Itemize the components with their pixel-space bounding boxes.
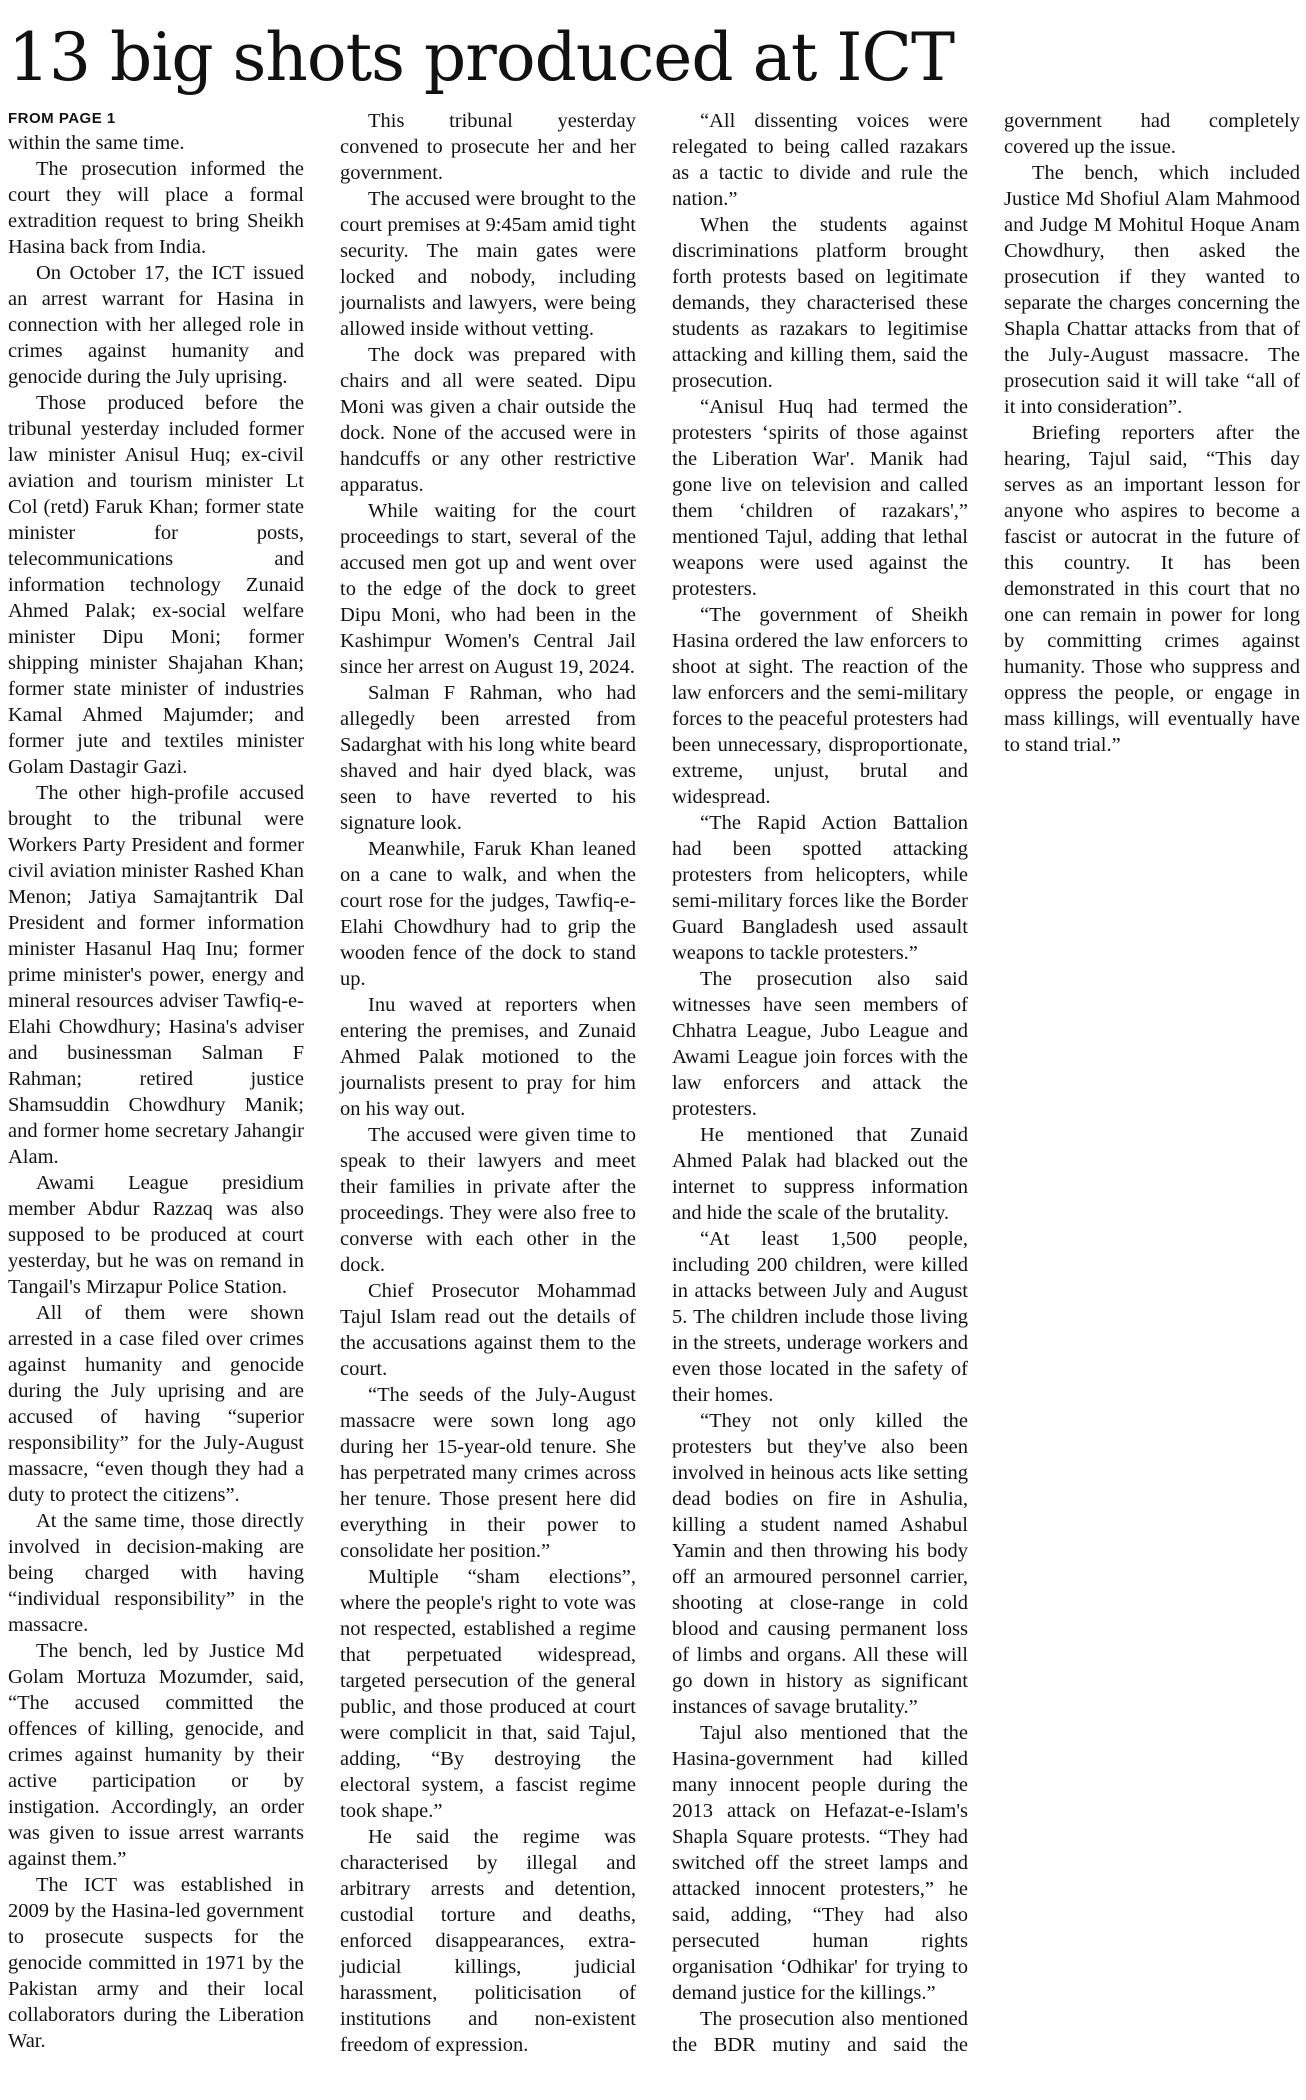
article-paragraph: Those produced before the tribunal yesterday included former law minister Anisul Huq; ex-civil aviation and tourism minister Lt Col (retd) Faruk Khan; former state minister for posts, telecommunications and information technology Zunaid Ahmed Palak; ex-social welfare minister Dipu Moni; former shipping minister Shajahan Khan; former state minister of industries Kamal Ahmed Majumder; and former jute and textiles minister Golam Dastagir Gazi. [8,392,304,778]
article-paragraph: “At least 1,500 people, including 200 children, were killed in attacks between July and August 5. The children include those living in the streets, underage workers and even those located in the safety of their homes. [672,1228,968,1406]
article-paragraph: He said the regime was characterised by illegal and arbitrary arrests and detention, custodial torture and deaths, enforced disappearances, extra-judicial killings, judicial harassment, politicisation of institutions and non-existent freedom of expression. [340,1826,636,2056]
article-paragraph: Tajul also mentioned that the Hasina-government had killed many innocent people during the 2013 attack on Hefazat-e-Islam's Shapla Square protests. “They had switched off the street lamps and attacked innocent protesters,” he said, adding, “They had also persecuted human rights organisation ‘Odhikar' for trying to demand justice for the killings.” [672,1722,968,2004]
article-paragraph: “The Rapid Action Battalion had been spotted attacking protesters from helicopters, while semi-military forces like the Border Guard Bangladesh used assault weapons to tackle protesters.” [672,812,968,964]
article-paragraph: He mentioned that Zunaid Ahmed Palak had blacked out the internet to suppress information and hide the scale of the brutality. [672,1124,968,1224]
article-paragraph: The bench, which included Justice Md Shofiul Alam Mahmood and Judge M Mohitul Hoque Anam Chowdhury, then asked the prosecution if they wanted to separate the charges concerning the Shapla Chattar attacks from that of the July-August massacre. The prosecution said it will take “all of it into consideration”. [1004,162,1300,418]
article-paragraph: Multiple “sham elections”, where the people's right to vote was not respected, established a regime that perpetuated widespread, targeted persecution of the general public, and those produced at court were complicit in that, said Tajul, adding, “By destroying the electoral system, a fascist regime took shape.” [340,1566,636,1822]
article-paragraph: Inu waved at reporters when entering the premises, and Zunaid Ahmed Palak motioned to the journalists present to pray for him on his way out. [340,994,636,1120]
article-paragraph: When the students against discriminations platform brought forth protests based on legitimate demands, they characterised these students as razakars to legitimise attacking and killing them, said the prosecution. [672,214,968,392]
article-paragraph: “They not only killed the protesters but they've also been involved in heinous acts like setting dead bodies on fire in Ashulia, killing a student named Ashabul Yamin and then throwing his body off an armoured personnel carrier, shooting at close-range in cold blood and causing permanent loss of limbs and organs. All these will go down in history as significant instances of savage brutality.” [672,1410,968,1718]
article-paragraph: “All dissenting voices were relegated to being called razakars as a tactic to divide and rule the nation.” [672,110,968,210]
article-paragraph: The bench, led by Justice Md Golam Mortuza Mozumder, said, “The accused committed the offences of killing, genocide, and crimes against humanity by their active participation or by instigation. Accordingly, an order was given to issue arrest warrants against them.” [8,1640,304,1870]
article-paragraph: “The government of Sheikh Hasina ordered the law enforcers to shoot at sight. The reaction of the law enforcers and the semi-military forces to the peaceful protesters had been unnecessary, disproportionate, extreme, unjust, brutal and widespread. [672,604,968,808]
article-paragraph: The dock was prepared with chairs and all were seated. Dipu Moni was given a chair outside the dock. None of the accused were in handcuffs or any other restrictive apparatus. [340,344,636,496]
article-paragraph: Meanwhile, Faruk Khan leaned on a cane to walk, and when the court rose for the judges, Tawfiq-e-Elahi Chowdhury had to grip the wooden fence of the dock to stand up. [340,838,636,990]
article-paragraph: While waiting for the court proceedings to start, several of the accused men got up and went over to the edge of the dock to greet Dipu Moni, who had been in the Kashimpur Women's Central Jail since her arrest on August 19, 2024. [340,500,636,678]
article-paragraph: The prosecution informed the court they will place a formal extradition request to bring Sheikh Hasina back from India. [8,158,304,258]
article-paragraph: On October 17, the ICT issued an arrest warrant for Hasina in connection with her alleged role in crimes against humanity and genocide during the July uprising. [8,262,304,388]
article-paragraph: All of them were shown arrested in a case filed over crimes against humanity and genocide during the July uprising and are accused of having “superior responsibility” for the July-August massacre, “even though they had a duty to protect the citizens”. [8,1302,304,1506]
article-paragraph: The ICT was established in 2009 by the Hasina-led government to prosecute suspects for the genocide committed in 1971 by the Pakistan army and their local collaborators during the Liberation War. [8,1874,304,2052]
article-paragraph: “The seeds of the July-August massacre were sown long ago during her 15-year-old tenure. She has perpetrated many crimes across her tenure. Those present here did everything in their power to consolidate her position.” [340,1384,636,1562]
article-paragraph: Chief Prosecutor Mohammad Tajul Islam read out the details of the accusations against them to the court. [340,1280,636,1380]
continuation-label: FROM PAGE 1 [8,110,116,127]
article-paragraph: Briefing reporters after the hearing, Tajul said, “This day serves as an important lesson for anyone who aspires to become a fascist or autocrat in the future of this country. It has been demonstrated in this court that no one can remain in power for long by committing crimes against humanity. Those who suppress and oppress the people, or engage in mass killings, will eventually have to stand trial.” [1004,422,1300,756]
article-paragraph: The prosecution also said witnesses have seen members of Chhatra League, Jubo League and Awami League join forces with the law enforcers and attack the protesters. [672,968,968,1120]
article-paragraph: The accused were brought to the court premises at 9:45am amid tight security. The main gates were locked and nobody, including journalists and lawyers, were being allowed inside without vetting. [340,188,636,340]
article-paragraph: “Anisul Huq had termed the protesters ‘spirits of those against the Liberation War'. Manik had gone live on television and called them ‘children of razakars',” mentioned Tajul, adding that lethal weapons were used against the protesters. [672,396,968,600]
article-paragraph: The other high-profile accused brought to the tribunal were Workers Party President and former civil aviation minister Rashed Khan Menon; Jatiya Samajtantrik Dal President and former information minister Hasanul Haq Inu; former prime minister's power, energy and mineral resources adviser Tawfiq-e-Elahi Chowdhury; Hasina's adviser and businessman Salman F Rahman; retired justice Shamsuddin Chowdhury Manik; and former home secretary Jahangir Alam. [8,782,304,1168]
article-paragraph: Awami League presidium member Abdur Razzaq was also supposed to be produced at court yesterday, but he was on remand in Tangail's Mirzapur Police Station. [8,1172,304,1298]
article-paragraph: At the same time, those directly involved in decision-making are being charged with having “individual responsibility” in the massacre. [8,1510,304,1636]
article-paragraph: This tribunal yesterday convened to prosecute her and her government. [340,110,636,184]
paragraph-text: within the same time. [8,132,185,154]
article-paragraph: The prosecution also mentioned the BDR mutiny and said the government had completely covered up the issue. [672,110,1300,2056]
article-body [8,108,1300,2093]
article-paragraph: The accused were given time to speak to their lawyers and meet their families in private after the proceedings. They were also free to converse with each other in the dock. [340,1124,636,1276]
headline: 13 big shots produced at ICT [8,19,955,96]
article-paragraph [8,108,304,156]
article-paragraph: Salman F Rahman, who had allegedly been arrested from Sadarghat with his long white beard shaved and hair dyed black, was seen to have reverted to his signature look. [340,682,636,834]
